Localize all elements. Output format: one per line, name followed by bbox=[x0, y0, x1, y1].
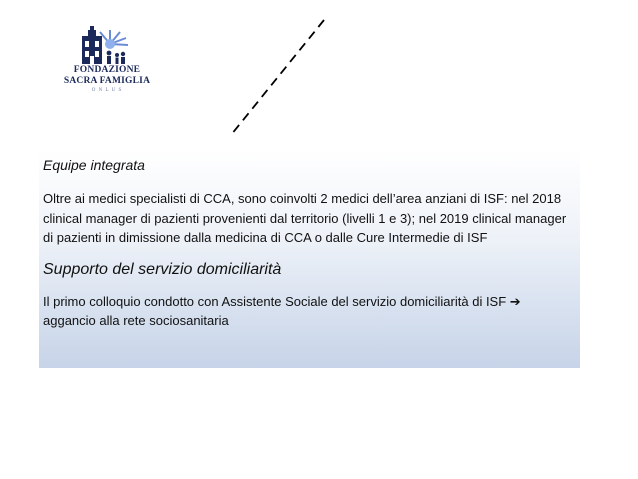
supporto-text-after: aggancio alla rete sociosanitaria bbox=[43, 313, 229, 328]
content-box bbox=[39, 150, 580, 368]
logo-name-line2: SACRA FAMIGLIA bbox=[63, 76, 151, 86]
section-body-supporto bbox=[43, 292, 576, 331]
section-heading-supporto: Supporto del servizio domiciliarità bbox=[43, 260, 282, 278]
supporto-text-before: Il primo colloquio condotto con Assistente Sociale del servizio domiciliarità di ISF bbox=[43, 293, 510, 309]
logo-subtitle: O N L U S bbox=[91, 88, 123, 93]
section-heading-equipe: Equipe integrata bbox=[43, 157, 145, 173]
section-body-equipe: Oltre ai medici specialisti di CCA, sono coinvolti 2 medici dell’area anziani di ISF: nel 2018 clinical manager di pazienti provenienti dal territorio (livelli 1 e 3); nel 2019 clinical manager di pazienti in dimissione dalla medicina di CCA o dalle Cure Intermedie di ISF bbox=[43, 191, 567, 245]
logo-name-line1: FONDAZIONE bbox=[73, 65, 141, 75]
arrow-right-icon: ➔ bbox=[509, 293, 521, 309]
